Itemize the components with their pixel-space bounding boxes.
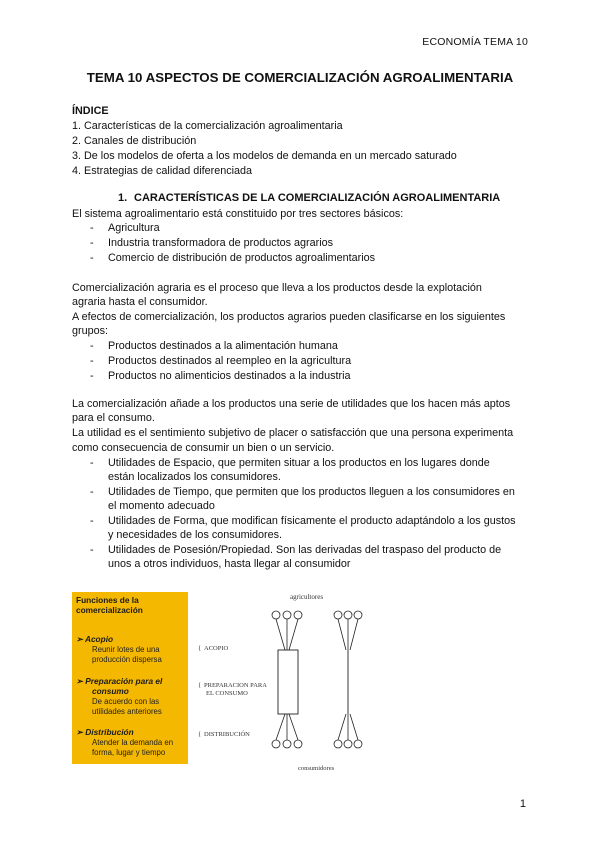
producer-circle <box>344 611 352 619</box>
function-desc-line: Atender la demanda en <box>92 738 174 747</box>
list-item-text: Utilidades de Posesión/Propiedad. Son las derivadas del traspaso del producto de <box>108 544 502 556</box>
list-item-text: están localizados los consumidores. <box>108 471 281 483</box>
stage-acopio-label: ACOPIO <box>204 645 229 652</box>
stage-dist-bracket: { <box>198 731 202 738</box>
producer-circles <box>272 611 362 619</box>
consumer-circle <box>272 740 280 748</box>
function-label: Acopio <box>84 634 114 644</box>
functions-box-title-line: comercialización <box>76 605 143 615</box>
processing-box <box>278 650 298 714</box>
diagram-bottom-label: consumidores <box>298 765 335 772</box>
page-header: ECONOMÍA TEMA 10 <box>422 36 528 48</box>
function-item-acopio <box>76 634 113 644</box>
arrow-bullet-icon: ➢ <box>76 634 83 644</box>
functions-box-title <box>76 595 143 615</box>
functions-box-title-line: Funciones de la <box>76 595 139 605</box>
index-heading: ÍNDICE <box>72 105 109 117</box>
paragraph-line: como consecuencia de consumir un bien o un servicio. <box>72 442 335 454</box>
list-item-text: Utilidades de Tiempo, que permiten que los productos lleguen a los consumidores en <box>108 486 515 498</box>
function-desc-line: utilidades anteriores <box>92 707 162 716</box>
commercialization-diagram <box>190 590 400 774</box>
list-item-text: Comercio de distribución de productos agroalimentarios <box>108 252 376 264</box>
producer-circle <box>354 611 362 619</box>
list-item-text: Utilidades de Forma, que modifican físicamente el producto adaptándolo a los gustos <box>108 515 516 527</box>
functions-box <box>72 592 188 764</box>
consumer-circles <box>272 740 362 748</box>
paragraph-line: El sistema agroalimentario está constituido por tres sectores básicos: <box>72 208 404 220</box>
paragraph-line: agraria hasta el consumidor. <box>72 296 208 308</box>
distribution-lines <box>276 714 358 740</box>
list-item-text: Productos destinados a la alimentación humana <box>108 340 338 352</box>
section-title: CARACTERÍSTICAS DE LA COMERCIALIZACIÓN AGROALIMENTARIA <box>134 192 501 204</box>
paragraph-line: para el consumo. <box>72 412 155 424</box>
arrow-bullet-icon: ➢ <box>76 676 83 686</box>
producer-circle <box>294 611 302 619</box>
index-item: 4. Estrategias de calidad diferenciada <box>72 165 253 177</box>
consumer-circle <box>294 740 302 748</box>
collection-lines <box>276 619 358 650</box>
function-label-continuation: consumo <box>92 686 129 696</box>
function-item-distribucion <box>76 727 134 737</box>
paragraph-line: La comercialización añade a los productos una serie de utilidades que los hacen más aptos <box>72 398 511 410</box>
stage-dist-label: DISTRIBUCIÓN <box>204 731 250 738</box>
function-item-preparacion <box>76 676 162 686</box>
arrow-bullet-icon: ➢ <box>76 727 83 737</box>
stage-prep-label: EL CONSUMO <box>206 690 248 697</box>
producer-circle <box>334 611 342 619</box>
list-item-text: y necesidades de los consumidores. <box>108 529 283 541</box>
section-number: 1. <box>118 192 128 204</box>
list-item-text: Utilidades de Espacio, que permiten situar a los productos en los lugares donde <box>108 457 490 469</box>
paragraph-line: Comercialización agraria es el proceso que lleva a los productos desde la explotación <box>72 282 482 294</box>
function-label: Distribución <box>85 727 134 737</box>
function-desc <box>92 697 162 717</box>
index-item: 1. Características de la comercialización agroalimentaria <box>72 120 343 132</box>
paragraph-line: A efectos de comercialización, los productos agrarios pueden clasificarse en los siguientes <box>72 311 506 323</box>
function-desc-line: De acuerdo con las <box>92 697 160 706</box>
paragraph-line: grupos: <box>72 325 109 337</box>
consumer-circle <box>344 740 352 748</box>
function-desc <box>92 645 162 665</box>
page-number: 1 <box>519 798 526 810</box>
consumer-circle <box>334 740 342 748</box>
page-title: TEMA 10 ASPECTOS DE COMERCIALIZACIÓN AGROALIMENTARIA <box>86 70 514 85</box>
list-item-text: Agricultura <box>108 222 160 234</box>
function-desc <box>92 738 173 758</box>
diagram-top-label: agricultores <box>290 593 324 601</box>
index-item: 3. De los modelos de oferta a los modelos de demanda en un mercado saturado <box>72 150 457 162</box>
list-item-text: Industria transformadora de productos agrarios <box>108 237 334 249</box>
producer-circle <box>272 611 280 619</box>
producer-circle <box>283 611 291 619</box>
consumer-circle <box>354 740 362 748</box>
function-desc-line: Reunir lotes de una <box>92 645 160 654</box>
list-item-text: unos a otros individuos, hasta llegar al consumidor <box>108 558 351 570</box>
stage-prep-label: PREPARACION PARA <box>204 682 267 689</box>
consumer-circle <box>283 740 291 748</box>
stage-acopio-bracket: { <box>198 645 202 652</box>
list-item-text: Productos destinados al reempleo en la agricultura <box>108 355 352 367</box>
function-desc-line: forma, lugar y tiempo <box>92 748 166 757</box>
stage-prep-bracket: { <box>198 682 202 689</box>
list-item-text: el momento adecuado <box>108 500 215 512</box>
index-item: 2. Canales de distribución <box>72 135 197 147</box>
list-item-text: Productos no alimenticios destinados a la industria <box>108 370 351 382</box>
function-desc-line: producción dispersa <box>92 655 162 664</box>
paragraph-line: La utilidad es el sentimiento subjetivo de placer o satisfacción que una persona experimenta <box>72 427 514 439</box>
function-label: Preparación para el <box>85 676 163 686</box>
